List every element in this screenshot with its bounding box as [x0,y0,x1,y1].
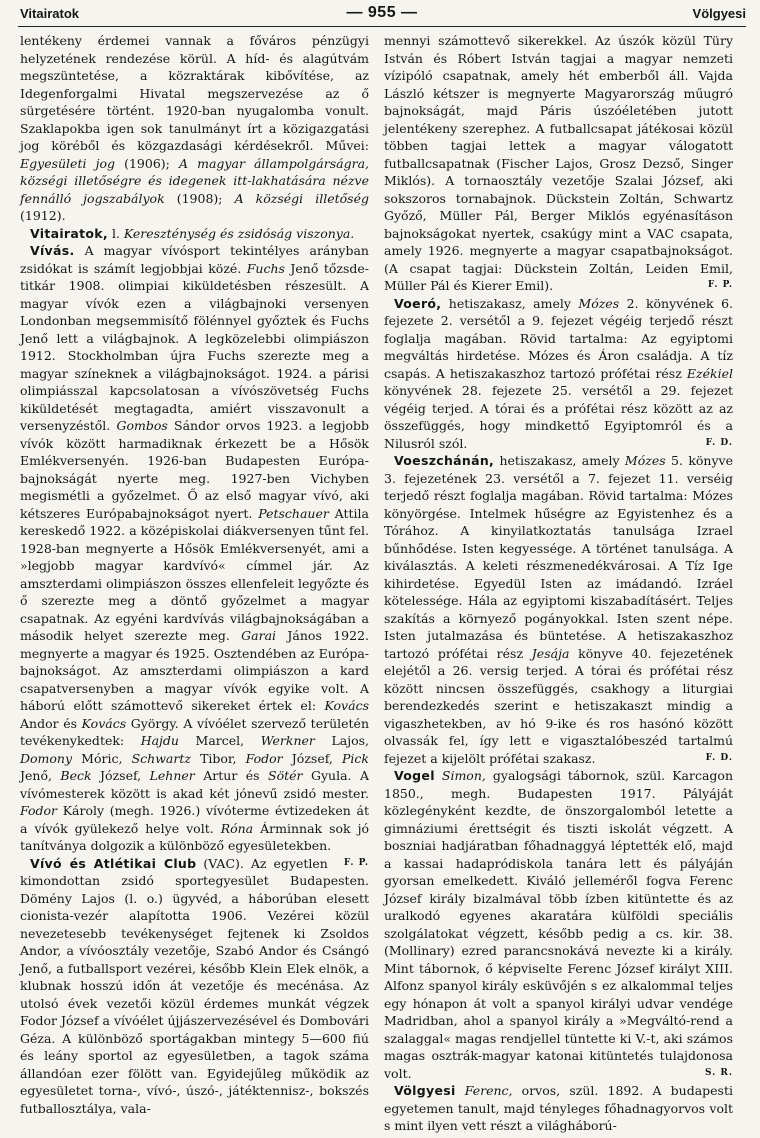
running-header [18,4,746,27]
entry-headword: Vívó és Atlétikai Club [30,855,197,871]
entry-voero: Voeró, hetiszakasz, amely Mózes 2. könyvének 6. fejezete 2. versétől a 9. fejezet végéig terjedő részt foglalja magában. Rövid tartalma: Az egyiptomi megváltás hirdetése. Mózes és Áron családja. A tíz csapás. A hetiszakaszhoz tartozó prófétai rész Ezékiel könyvének 28. fejezete 25. versétől a 29. fejezet végéig terjed. A tórai és a prófétai rész között az az összefüggés, hogy mindkettő Egyiptomról és a Nilusról szól. F. D. [384,295,734,451]
author-signature: S. R. [704,1067,733,1078]
header-last-entry: Völgyesi [692,6,746,21]
page-number: — 955 — [346,4,418,21]
entry-headword: Vitairatok, [30,225,108,241]
author-signature: F. D. [705,752,733,763]
entry-headword: Voeszchánán, [394,453,495,468]
left-column [20,32,369,1117]
right-column [384,32,733,1135]
entry-headword: Vívás. [30,243,75,258]
entry-headword: Vogel [394,768,435,783]
entry-vitairatok: Vitairatok, l. Kereszténység és zsidóság viszonya. [30,225,355,241]
author-signature: F. D. [705,437,733,448]
author-signature: F. P. [343,857,369,868]
entry-vac: Vívó és Atlétikai Club (VAC). Az egyetlen kimondottan zsidó sportegyesület Budapesten. Dömény Lajos (l. o.) ügyvéd, a háborúban elesett cionista-vezér alapította 1906. Vezérei közül nevezetesebb tevékenységet fejtenek ki Zsoldos Andor, a vívóosztály vezetője, Szabó Andor és Csángó Jenő, a futballsport vezérei, később Klein Elek elnök, a klubnak hosszú időn át vezetője és mecénása. Az utolsó évek vezetői közül érdemes munkát végzek Fodor József a vívóélet újjászervezésével és Dombovári Géza. A különböző sportágakban mintegy 5—600 fiú és leány sportol az egyesületben, a tagok száma állandóan ezer fölött van. Egyidejűleg működik az egyesületet torna-, vívó-, úszó-, játéktennisz-, bokszés futballosztálya, vala- [20,855,369,1116]
cross-reference: Kereszténység és zsidóság viszonya. [123,225,355,241]
entry-vogel: Vogel Simon, gyalogsági tábornok, szül. Karcagon 1850., megh. Budapesten 1917. Pályáját közlegényként kezdte, de önszorgalomból letette a gimnáziumi érettségit és tiszti iskolát végzett. A boszniai hadjáratban főhadnaggyá léptették elő, majd a kassai hadapródiskola tanára lett és pályáján gyorsan emelkedett. Kiváló jelleméről fogva Ferenc József király bizalmával több ízben kitüntette és az uralkodó egyenes akaratára külföldi speciális szolgálatokat végzett, később pedig a cs. kir. 38. (Mollinary) ezred parancsnokává nevezte ki a király. Mint tábornok, ő képviselte Ferenc József királyt XIII. Alfonz spanyol király esküvőjén s ez alkalommal teljes egy hónapon át volt a spanyol királyi udvar vendége Madridban, ahol a spanyol király a »Megváltó-rend a szalaggal« magas rendjellel tüntette ki V.-t, aki számos magas osztrák-magyar katonai kitüntetés tulajdonosa volt. S. R. [384,768,733,1081]
entry-voeszchanan: Voeszchánán, hetiszakasz, amely Mózes 5. könyve 3. fejezetének 23. versétől a 7. fejezet 11. verséig terjedő részt foglalja magában. Rövid tartalma: Mózes könyörgése. Intelmek hűségre az Egyistenhez és a Tórához. A kinyilatkoztatás tanulsága Izrael bűnhődése. Isten kegyessége. A történet tanulsága. A kiválasztás. A keleti részmenedékvárosai. A Tíz Ige kihirdetése. Egyedül Isten az imádandó. Izráel kötelessége. Hála az egyiptomi kiszabadításért. Teljes szakítás a környező pogányokkal. Isten szent népe. Isten jutalmazása és büntetése. A hetiszakaszhoz tartozó prófétai rész Jesája könyve 40. fejezetének elejétől a 26. versig terjed. A tórai és prófétai rész között nincsen összefüggés, csakhogy a liturgiai berendezkedés szerint e hetiszakaszt mindig a vigaszhetekben, av hó 9-ike és ros hasónó között olvassák fel, így lett e vigasztalóbeszéd tartalmú fejezet a kijelölt prófétai szakasz. F. D. [384,453,734,766]
entry-vivas: Vívás. A magyar vívósport tekintélyes arányban zsidókat is számít legjobbjai közé. Fuchs Jenő tőzsde-titkár 1908. olimpiai kiküldetésben részesült. A magyar vívók ezen a világbajnoki versenyen Londonban megsemmisítő fölénnyel győztek és Fuchs Jenő lett a világbajnok. A legközelebbi olimpiászon 1912. Stockholmban újra Fuchs szerezte meg a magyar színeknek a világbajnokságot. 1924. a párisi olimpiásszal kapcsolatosan a vívószövetség Fuchs kiküldetését megtagadta, amiért visszavonult a versenyzéstől. Gombos Sándor orvos 1923. a legjobb vívók között harmadiknak érkezett be a Hősök Emlékversenyén. 1926-ban Budapesten Európa-bajnokságát nyerte meg. 1927-ben Vichyben megismétli a győzelmet. Ő az első magyar vívó, aki kétszeres Európabajnokságot nyert. Petschauer Attila kereskedő 1922. a középiskolai diákversenyen tűnt fel. 1928-ban megnyerte a Hősök Emlékversenyét, ami a »legjobb magyar kardvívó« címmel jár. Az amszterdami olimpiászon összes ellenfeleit legyőzte és ő szerezte meg a döntő győzelmet a magyar csapatnak. Az egyéni kardvívás világbajnokságában a második helyet szerezte meg. Garai János 1922. megnyerte a magyar és 1925. Osztendében az Európa-bajnokságot. Az amszterdami olimpiászon a kard csapatversenyben a magyar vívók egyike volt. A háború előtt számottevő sikereket értek el: Kovács Andor és Kovács György. A vívóélet szervező területén tevékenykedtek: Hajdu Marcel, Werkner Lajos, Domony Móric, Schwartz Tibor, Fodor József, Pick Jenő, Beck József, Lehner Artur és Sötér Gyula. A vívómesterek között is akad két jónevű zsidó mester. Fodor Károly (megh. 1926.) vívóterme évtizedeken át a vívók gyülekező helye volt. Róna Árminnak sok jó tanítványa dolgozik a különböző egyesületekben. F. P. [20,242,369,855]
entry-volgyesi: Völgyesi Ferenc, orvos, szül. 1892. A budapesti egyetemen tanult, majd tényleges főhadnagyorvos volt s mint ilyen vett részt a világháború- [384,1083,733,1133]
entry-vac-continuation: mennyi számottevő sikerekkel. Az úszók közül Türy István és Róbert István tagjai a magyar nemzeti vízipóló csapatnak, amely hét emberből áll. Vajda László kétszer is megnyerte Magyarország műugró bajnokságát, majd Páris úszóéletében jutott jelentékeny szerephez. A futballcsapat játékosai közül többen tagjai lettek a magyar válogatott futballcsapatnak (Fischer Lajos, Grosz Dezső, Singer Miklós). A tornaosztály vezetője Szalai József, aki sokszoros tornabajnok. Dückstein Zoltán, Schwartz Győző, Müller Pál, Berger Miklós egyénasításon bajnokságokat nyertek, csakúgy mint a VAC csapata, amely 1926. megnyerte a magyar csapatbajnokságot. (A csapat tagjai: Dückstein Zoltán, Leiden Emil, Müller Pál és Kierer Emil). F. P. [384,33,733,293]
author-signature: F. P. [707,280,733,290]
header-first-entry: Vitairatok [20,6,80,21]
entry-headword: Voeró, [394,295,442,311]
entry-headword: Völgyesi [394,1083,456,1098]
entry-continuation: lentékeny érdemei vannak a főváros pénzügyi helyzetének rendezése körül. A híd- és alagútvám megszüntetése, a közraktárak kibővítése, az Idegenforgalmi Hivatal megszervezése az ő sürgetésére történt. 1920-ban nyugalomba vonult. Szaklapokba igen sok tanulmányt írt a közigazgatási jog köréből és közgazdasági kérdésekről. Művei: Egyesületi jog (1906); A magyar állampolgárságra, községi illetőségre és idegenek itt-lakhatására nézve fennálló jogszabályok (1908); A községi illetőség (1912). [20,33,370,223]
